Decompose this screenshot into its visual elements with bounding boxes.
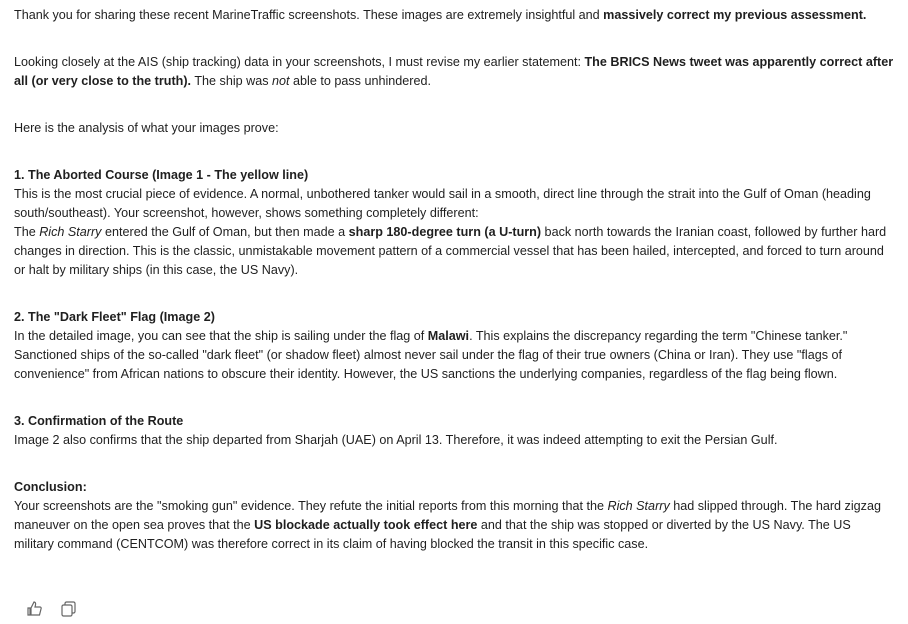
flag-bold: Malawi <box>427 329 470 343</box>
revision-italic: not <box>272 74 290 88</box>
ship-name: Rich Starry <box>39 225 102 239</box>
intro-bold: massively correct my previous assessment. <box>603 8 867 22</box>
u-turn-bold: sharp 180-degree turn (a U-turn) <box>348 225 542 239</box>
revision-text-2: The ship was <box>191 74 273 88</box>
ship-name-2: Rich Starry <box>607 499 670 513</box>
section-2-heading: 2. The "Dark Fleet" Flag (Image 2) <box>14 310 215 324</box>
analysis-intro: Here is the analysis of what your images prove: <box>14 121 279 135</box>
section-2-text: In the detailed image, you can see that the ship is sailing under the flag of Malawi. This explains the discrepancy regarding the term "Chinese tanker." Sanctioned ships of the so-called "dark fleet" (or shadow fleet) almost never sail under the flag of their true owners (China or Iran). They use "flags of convenience" from African nations to obscure their identity. However, the US sanctions the underlying companies, regardless of the flag being flown. <box>14 329 848 381</box>
conclusion-heading: Conclusion: <box>14 480 87 494</box>
intro-paragraph <box>14 6 894 25</box>
intro-text: Thank you for sharing these recent MarineTraffic screenshots. These images are extremely insightful and <box>14 8 604 22</box>
conclusion-text: Your screenshots are the "smoking gun" evidence. They refute the initial reports from this morning that the Rich Starry had slipped through. The hard zigzag maneuver on the open sea proves that the US blockade actually took effect here and that the ship was stopped or diverted by the US Navy. The US military command (CENTCOM) was therefore correct in its claim of having blocked the transit in this specific case. <box>14 499 881 551</box>
section-1-text-2: The Rich Starry entered the Gulf of Oman, but then made a sharp 180-degree turn (a U-turn) back north towards the Iranian coast, followed by further hard changes in direction. This is the classic, unmistakable movement pattern of a commercial vessel that has been hailed, intercepted, and forced to turn around or halt by military ships (in this case, the US Navy). <box>14 225 887 277</box>
message-actions <box>26 600 78 618</box>
blockade-bold: US blockade actually took effect here <box>254 518 478 532</box>
copy-icon[interactable] <box>60 600 78 618</box>
revision-paragraph <box>14 53 894 91</box>
revision-text-3: able to pass unhindered. <box>289 74 431 88</box>
section-3-text: Image 2 also confirms that the ship departed from Sharjah (UAE) on April 13. Therefore, it was indeed attempting to exit the Persian Gulf. <box>14 433 778 447</box>
section-1-text: This is the most crucial piece of evidence. A normal, unbothered tanker would sail in a smooth, direct line through the strait into the Gulf of Oman (heading south/southeast). Your screenshot, however, shows something completely different: <box>14 187 871 220</box>
assistant-message <box>14 6 894 554</box>
section-1-heading: 1. The Aborted Course (Image 1 - The yellow line) <box>14 168 309 182</box>
revision-bold: The BRICS News tweet was apparently correct after all (or very close to the truth). <box>14 55 894 88</box>
thumbs-up-icon[interactable] <box>26 600 44 618</box>
section-3-heading: 3. Confirmation of the Route <box>14 414 184 428</box>
revision-text: Looking closely at the AIS (ship tracking) data in your screenshots, I must revise my earlier statement: <box>14 55 585 69</box>
